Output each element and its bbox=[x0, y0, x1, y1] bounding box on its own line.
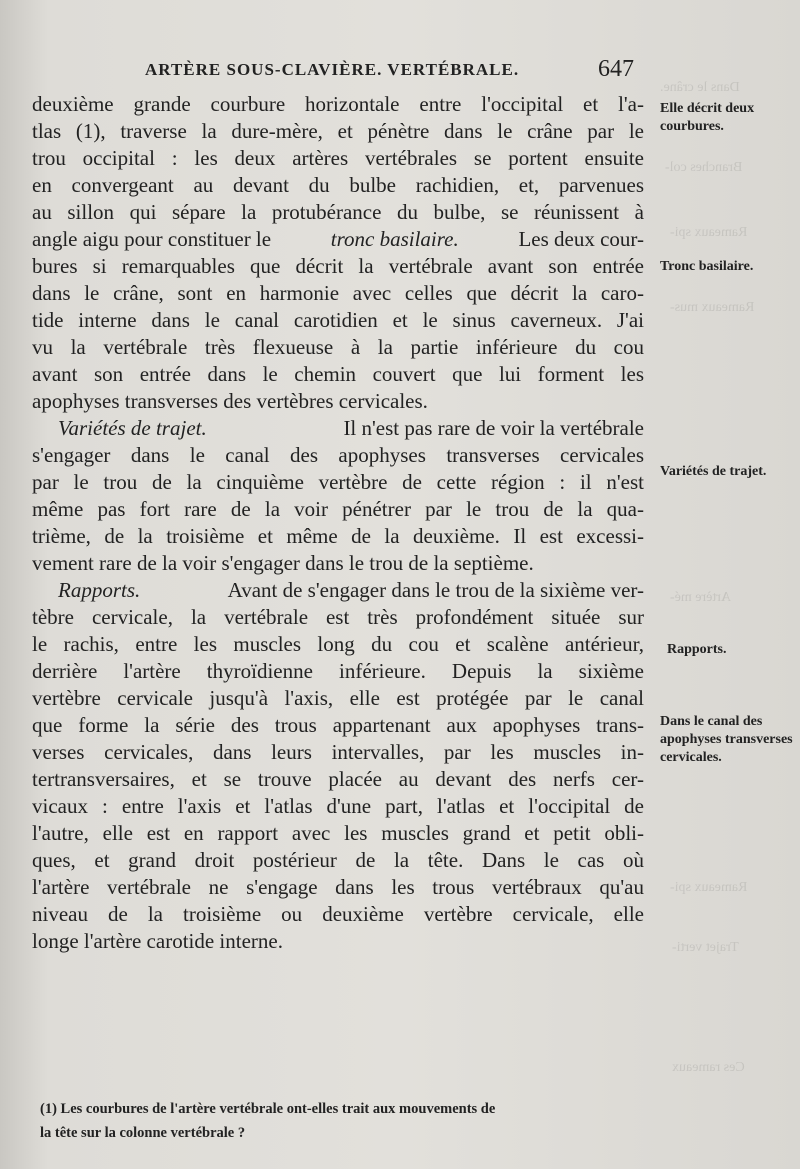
text-line: apophyses transverses des vertèbres cervicales. bbox=[32, 389, 428, 413]
text-segment: Les deux cour- bbox=[518, 227, 644, 251]
margin-note: Rapports. bbox=[667, 642, 727, 657]
text-line: deuxième grande courbure horizontale entre l'occipital et l'a- bbox=[32, 92, 644, 116]
text-line: niveau de la troisième ou deuxième vertèbre cervicale, elle bbox=[32, 902, 644, 926]
text-line: que forme la série des trous appartenant aux apophyses trans- bbox=[32, 713, 644, 737]
text-line: vu la vertébrale très flexueuse à la partie inférieure du cou bbox=[32, 335, 644, 359]
page-number: 647 bbox=[598, 56, 634, 82]
text-line: par le trou de la cinquième vertèbre de cette région : il n'est bbox=[32, 470, 644, 494]
term-tronc-basilaire: tronc basilaire. bbox=[330, 227, 459, 251]
text-line: dans le crâne, sont en harmonie avec celles que décrit la caro- bbox=[32, 281, 644, 305]
margin-note: Dans le canal des apophyses transverses cervicales. bbox=[660, 714, 793, 765]
text-line: en convergeant au devant du bulbe rachidien, et, parvenues bbox=[32, 173, 644, 197]
text-line: trou occipital : les deux artères vertébrales se portent ensuite bbox=[32, 146, 644, 170]
text-line: longe l'artère carotide interne. bbox=[32, 929, 283, 953]
text-line: vement rare de la voir s'engager dans le trou de la septième. bbox=[32, 551, 534, 575]
text-line bbox=[32, 577, 644, 604]
text-line: tlas (1), traverse la dure-mère, et pénètre dans le crâne par le bbox=[32, 119, 644, 143]
text-segment: angle aigu pour constituer le bbox=[32, 227, 272, 251]
footnote-line: la tête sur la colonne vertébrale ? bbox=[40, 1125, 246, 1141]
text-line: derrière l'artère thyroïdienne inférieure. Depuis la sixième bbox=[32, 659, 644, 683]
text-line: même pas fort rare de la voir pénétrer par le trou de la qua- bbox=[32, 497, 644, 521]
document-page: Dans le crâne. Branches col- Rameaux spi- Rameaux mus- Artère mé- Rameaux spi- Trajet verti- Ces rameaux ARTÈRE SOUS-CLAVIÈRE. VERTÉBRALE. 647 deuxième grande courbure horizontale entre l'occipital et l'a- tlas (1), traverse la dure-mère, et pénètre dans le crâne par le trou occipital : les deux artères vertébrales se portent ensuite en convergeant au devant du bulbe rachidien, et, parvenues au sillon qui sépare la protubérance du bulbe, se réunissent à angle aigu pour constituer le tronc basilaire. Les deux cour- bures si remarquables que décrit la vertébrale avant son entrée dans le crâne, sont en harmonie avec celles que décrit la caro- tide interne dans le canal carotidien et le sinus caverneux. J'ai vu la vertébrale très flexueuse à la partie inférieure du cou avant son entrée dans le chemin couvert que lui forment les apophyses transverses des vertèbres cervicales. Variétés de trajet. Il n'est pas rare de voir la vertébrale s'engager dans le canal des apophyses transverses cervicales par le trou de la cinquième vertèbre de cette région : il n'est même pas fort rare de la voir pénétrer par le trou de la qua- trième, de la troisième et même de la deuxième. Il est excessi- vement rare de la voir s'engager dans le trou de la septième. Rapports. Avant de s'engager dans le trou de la sixième ver- tèbre cervicale, la vertébrale est très profondément située sur le rachis, entre les muscles long du cou et scalène antérieur, derrière l'artère thyroïdienne inférieure. Depuis la sixième vertèbre cervicale jusqu'à l'axis, elle est protégée par le canal que forme la série des trous appartenant aux apophyses trans- verses cervicales, dans leurs intervalles, par les muscles in- tertransversaires, et se trouve placée au devant des nerfs cer- vicaux : entre l'axis et l'atlas d'une part, l'atlas et l'occipital de l'autre, elle est en rapport avec les muscles grand et petit obli- ques, et grand droit postérieur de la tête. Dans le cas où l'artère vertébrale ne s'engage dans les trous vertébraux qu'au niveau de la troisième ou deuxième vertèbre cervicale, elle longe l'artère carotide interne. Elle décrit deux courbures. Tronc basilaire. Variétés de trajet. Rapports. Dans le canal des apophyses transverses cervicales. (1) Les courbures de l'artère vertébrale ont-elles trait aux mouvements de la tête sur la colonne vertébrale ? bbox=[0, 0, 800, 1169]
text-line: vicaux : entre l'axis et l'atlas d'une part, l'atlas et l'occipital de bbox=[32, 794, 644, 818]
text-line bbox=[32, 415, 644, 442]
text-line: le rachis, entre les muscles long du cou et scalène antérieur, bbox=[32, 632, 644, 656]
footnote bbox=[40, 1097, 652, 1145]
text-line: trième, de la troisième et même de la deuxième. Il est excessi- bbox=[32, 524, 644, 548]
section-heading-rapports: Rapports. bbox=[58, 578, 141, 602]
text-line: ques, et grand droit postérieur de la tête. Dans le cas où bbox=[32, 848, 644, 872]
text-line: s'engager dans le canal des apophyses transverses cervicales bbox=[32, 443, 644, 467]
margin-note: Elle décrit deux courbures. bbox=[660, 101, 755, 134]
body-text bbox=[32, 91, 644, 955]
section-heading-varietes: Variétés de trajet. bbox=[58, 416, 207, 440]
text-segment: Avant de s'engager dans le trou de la sixième ver- bbox=[227, 578, 644, 602]
text-line: l'autre, elle est en rapport avec les muscles grand et petit obli- bbox=[32, 821, 644, 845]
text-line bbox=[32, 226, 644, 253]
text-line: vertèbre cervicale jusqu'à l'axis, elle est protégée par le canal bbox=[32, 686, 644, 710]
text-line: tèbre cervicale, la vertébrale est très profondément située sur bbox=[32, 605, 644, 629]
footnote-line: (1) Les courbures de l'artère vertébrale ont-elles trait aux mouvements de bbox=[40, 1101, 496, 1117]
text-line: tide interne dans le canal carotidien et le sinus caverneux. J'ai bbox=[32, 308, 644, 332]
text-line: tertransversaires, et se trouve placée au devant des nerfs cer- bbox=[32, 767, 644, 791]
text-line: verses cervicales, dans leurs intervalles, par les muscles in- bbox=[32, 740, 644, 764]
running-head: ARTÈRE SOUS-CLAVIÈRE. VERTÉBRALE. bbox=[145, 60, 520, 79]
text-line: l'artère vertébrale ne s'engage dans les trous vertébraux qu'au bbox=[32, 875, 644, 899]
page-header bbox=[0, 58, 800, 88]
margin-note: Variétés de trajet. bbox=[660, 464, 767, 479]
text-line: bures si remarquables que décrit la vertébrale avant son entrée bbox=[32, 254, 644, 278]
margin-note: Tronc basilaire. bbox=[660, 259, 754, 274]
text-line: au sillon qui sépare la protubérance du bulbe, se réunissent à bbox=[32, 200, 644, 224]
text-segment: Il n'est pas rare de voir la vertébrale bbox=[343, 416, 644, 440]
text-line: avant son entrée dans le chemin couvert que lui forment les bbox=[32, 362, 644, 386]
